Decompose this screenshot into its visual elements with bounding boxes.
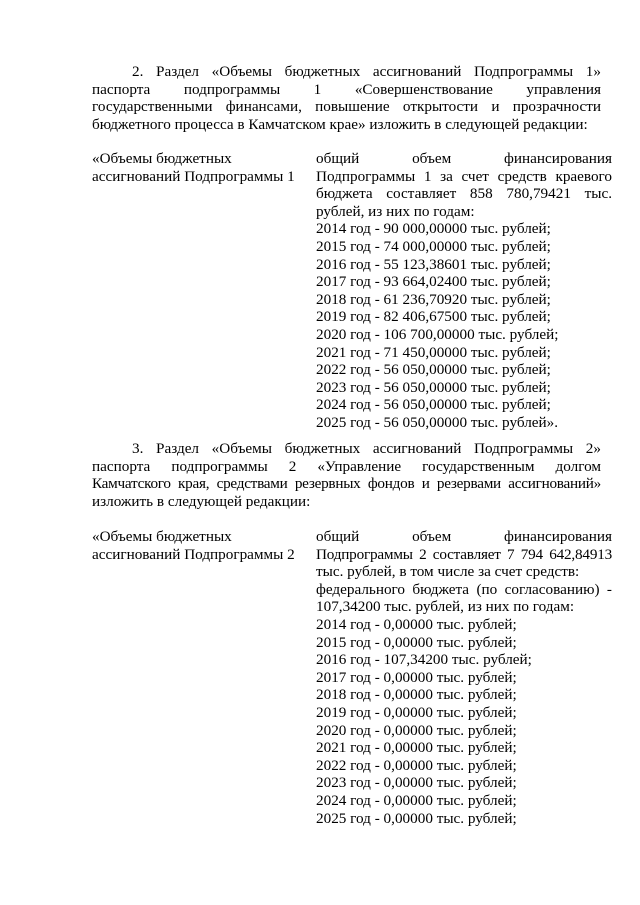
section-2-line: государственными финансами, повышение открытости и прозрачности [92,98,601,116]
section-2-line: бюджетного процесса в Камчатском крае» изложить в следующей редакции: [92,115,588,133]
section-3-line: паспорта подпрограммы 2 «Управление государственным долгом [92,457,601,475]
section-2-label-cell [92,150,307,185]
label-line: «Объемы бюджетных [92,528,232,545]
year-line: 2018 год - 61 236,70920 тыс. рублей; [316,290,551,308]
label-line: ассигнований Подпрограммы 2 [92,545,295,563]
year-line: 2014 год - 0,00000 тыс. рублей; [316,615,517,633]
value-line: тыс. рублей, в том числе за счет средств: [316,563,580,581]
year-line: 2019 год - 0,00000 тыс. рублей; [316,703,517,721]
section-3-line: изложить в следующей редакции: [92,492,311,510]
label-line: «Объемы бюджетных [92,150,232,167]
value-line: общий объем финансирования [316,528,612,545]
year-line: 2019 год - 82 406,67500 тыс. рублей; [316,308,551,326]
year-line: 2018 год - 0,00000 тыс. рублей; [316,686,517,704]
section-3-value-cell [316,528,612,827]
year-line: 2024 год - 56 050,00000 тыс. рублей; [316,396,551,414]
year-line: 2016 год - 107,34200 тыс. рублей; [316,651,532,669]
value-line: бюджета составляет 858 780,79421 тыс. [316,185,612,203]
value-line: общий объем финансирования [316,150,612,167]
value-line: 107,34200 тыс. рублей, из них по годам: [316,598,575,616]
section-3-line: 3. Раздел «Объемы бюджетных ассигнований Подпрограммы 2» [132,440,601,457]
year-line: 2016 год - 55 123,38601 тыс. рублей; [316,255,551,273]
section-2-value-cell [316,150,612,432]
year-line: 2022 год - 56 050,00000 тыс. рублей; [316,361,551,379]
year-line: 2014 год - 90 000,00000 тыс. рублей; [316,220,551,238]
year-line: 2025 год - 0,00000 тыс. рублей; [316,809,517,827]
year-line: 2017 год - 93 664,02400 тыс. рублей; [316,273,551,291]
year-line: 2021 год - 0,00000 тыс. рублей; [316,739,517,757]
label-line: ассигнований Подпрограммы 1 [92,167,295,185]
section-2-line: паспорта подпрограммы 1 «Совершенствование управления [92,80,601,98]
year-line: 2017 год - 0,00000 тыс. рублей; [316,668,517,686]
year-line: 2023 год - 56 050,00000 тыс. рублей; [316,378,551,396]
section-3-label-cell [92,528,307,563]
year-line: 2025 год - 56 050,00000 тыс. рублей». [316,413,559,431]
value-line: федерального бюджета (по согласованию) - [316,580,612,598]
value-line: Подпрограммы 1 за счет средств краевого [316,167,612,185]
year-line: 2022 год - 0,00000 тыс. рублей; [316,756,517,774]
value-line: Подпрограммы 2 составляет 7 794 642,84913 [316,545,612,563]
year-line: 2020 год - 0,00000 тыс. рублей; [316,721,517,739]
year-line: 2023 год - 0,00000 тыс. рублей; [316,774,517,792]
value-line: рублей, из них по годам: [316,202,475,220]
year-line: 2015 год - 0,00000 тыс. рублей; [316,633,517,651]
year-line: 2020 год - 106 700,00000 тыс. рублей; [316,325,559,343]
section-3-paragraph [92,440,601,510]
year-line: 2021 год - 71 450,00000 тыс. рублей; [316,343,551,361]
year-line: 2015 год - 74 000,00000 тыс. рублей; [316,237,551,255]
section-2-paragraph [92,63,601,133]
year-line: 2024 год - 0,00000 тыс. рублей; [316,791,517,809]
section-3-line: Камчатского края, средствами резервных фондов и резервами ассигнований» [92,475,601,493]
section-2-line: 2. Раздел «Объемы бюджетных ассигнований Подпрограммы 1» [132,63,601,80]
